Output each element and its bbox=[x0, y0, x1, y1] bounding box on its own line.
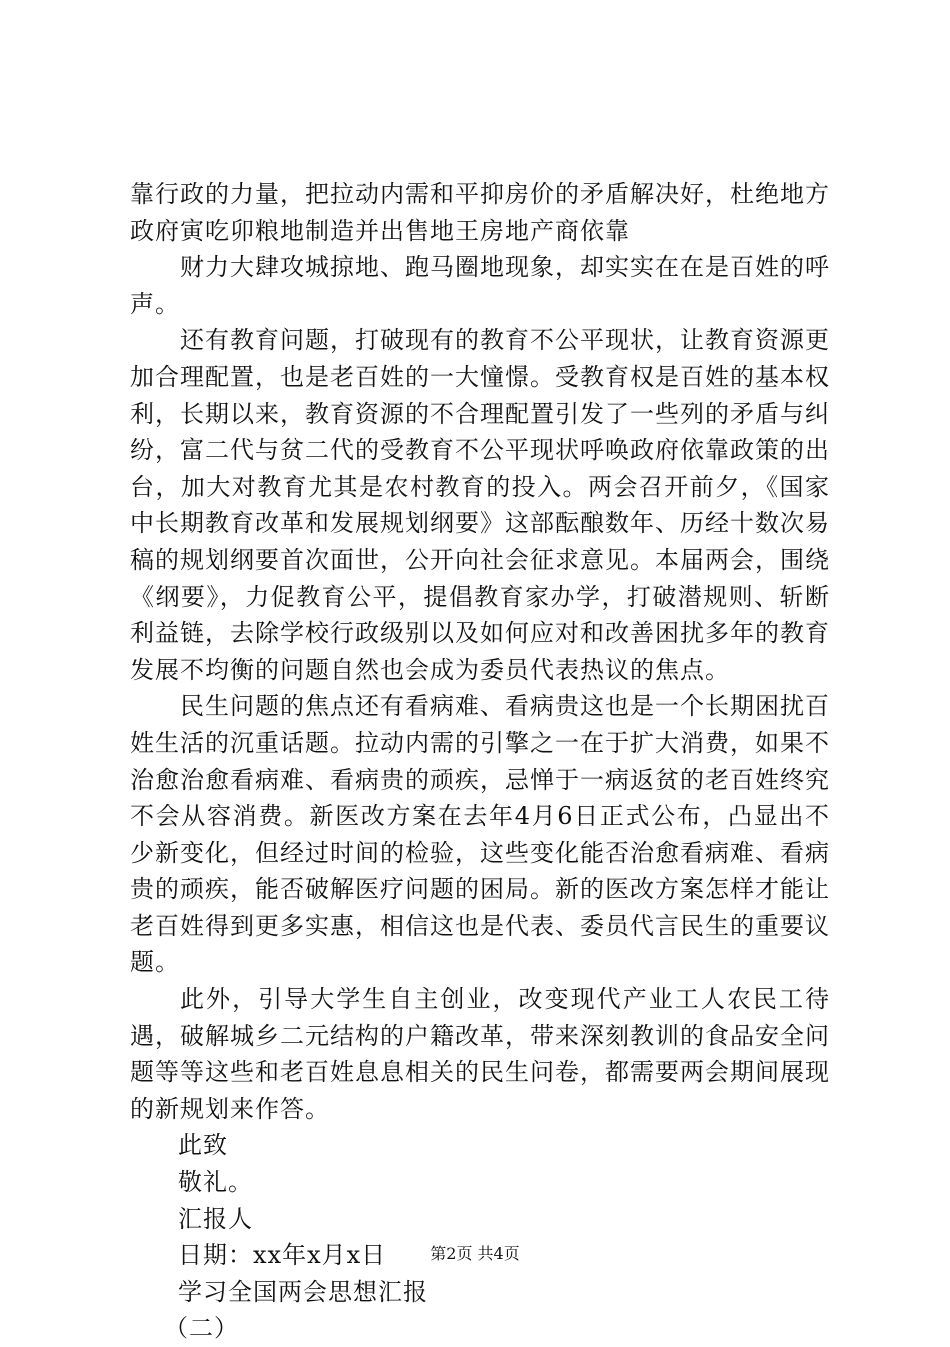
page-indicator: 第2页 共4页 bbox=[430, 1244, 520, 1263]
paragraph-5: 此外，引导大学生自主创业，改变现代产业工人农民工待遇，破解城乡二元结构的户籍改革，带来深刻教训的食品安全问题等等这些和老百姓息息相关的民生问卷，都需要两会期间展现的新规划来作答。 bbox=[130, 985, 830, 1123]
closing-salutation: 此致 bbox=[178, 1131, 228, 1160]
report-date: 日期：xx年x月x日 bbox=[178, 1241, 387, 1270]
reporter-label: 汇报人 bbox=[178, 1204, 253, 1233]
paragraph-3: 还有教育问题，打破现有的教育不公平现状，让教育资源更加合理配置，也是老百姓的一大憧憬。受教育权是百姓的基本权利，长期以来，教育资源的不合理配置引发了一些列的矛盾与纠纷，富二代与贫二代的受教育不公平现状呼唤政府依靠政策的出台，加大对教育尤其是农村教育的投入。两会召开前夕，《国家中长期教育改革和发展规划纲要》这部酝酿数年、历经十数次易稿的规划纲要首次面世，公开向社会征求意见。本届两会，围绕《纲要》，力促教育公平，提倡教育家办学，打破潜规则、斩断利益链，去除学校行政级别以及如何应对和改善困扰多年的教育发展不均衡的问题自然也会成为委员代表热议的焦点。 bbox=[130, 326, 830, 684]
next-section-number: （二） bbox=[164, 1314, 239, 1343]
page-footer bbox=[0, 1244, 950, 1264]
paragraph-2: 财力大肆攻城掠地、跑马圈地现象，却实实在在是百姓的呼声。 bbox=[130, 253, 830, 318]
paragraph-4: 民生问题的焦点还有看病难、看病贵这也是一个长期困扰百姓生活的沉重话题。拉动内需的引擎之一在于扩大消费，如果不治愈治愈看病难、看病贵的顽疾，忌惮于一病返贫的老百姓终究不会从容消费。新医改方案在去年4月6日正式公布，凸显出不少新变化，但经过时间的检验，这些变化能否治愈看病难、看病贵的顽疾，能否破解医疗问题的困局。新的医改方案怎样才能让老百姓得到更多实惠，相信这也是代表、委员代言民生的重要议题。 bbox=[130, 692, 830, 977]
closing-regards: 敬礼。 bbox=[178, 1168, 253, 1197]
paragraph-1: 靠行政的力量，把拉动内需和平抑房价的矛盾解决好，杜绝地方政府寅吃卯粮地制造并出售地王房地产商依靠 bbox=[130, 180, 830, 245]
next-section-title: 学习全国两会思想汇报 bbox=[178, 1277, 428, 1306]
document-body bbox=[130, 176, 830, 1347]
